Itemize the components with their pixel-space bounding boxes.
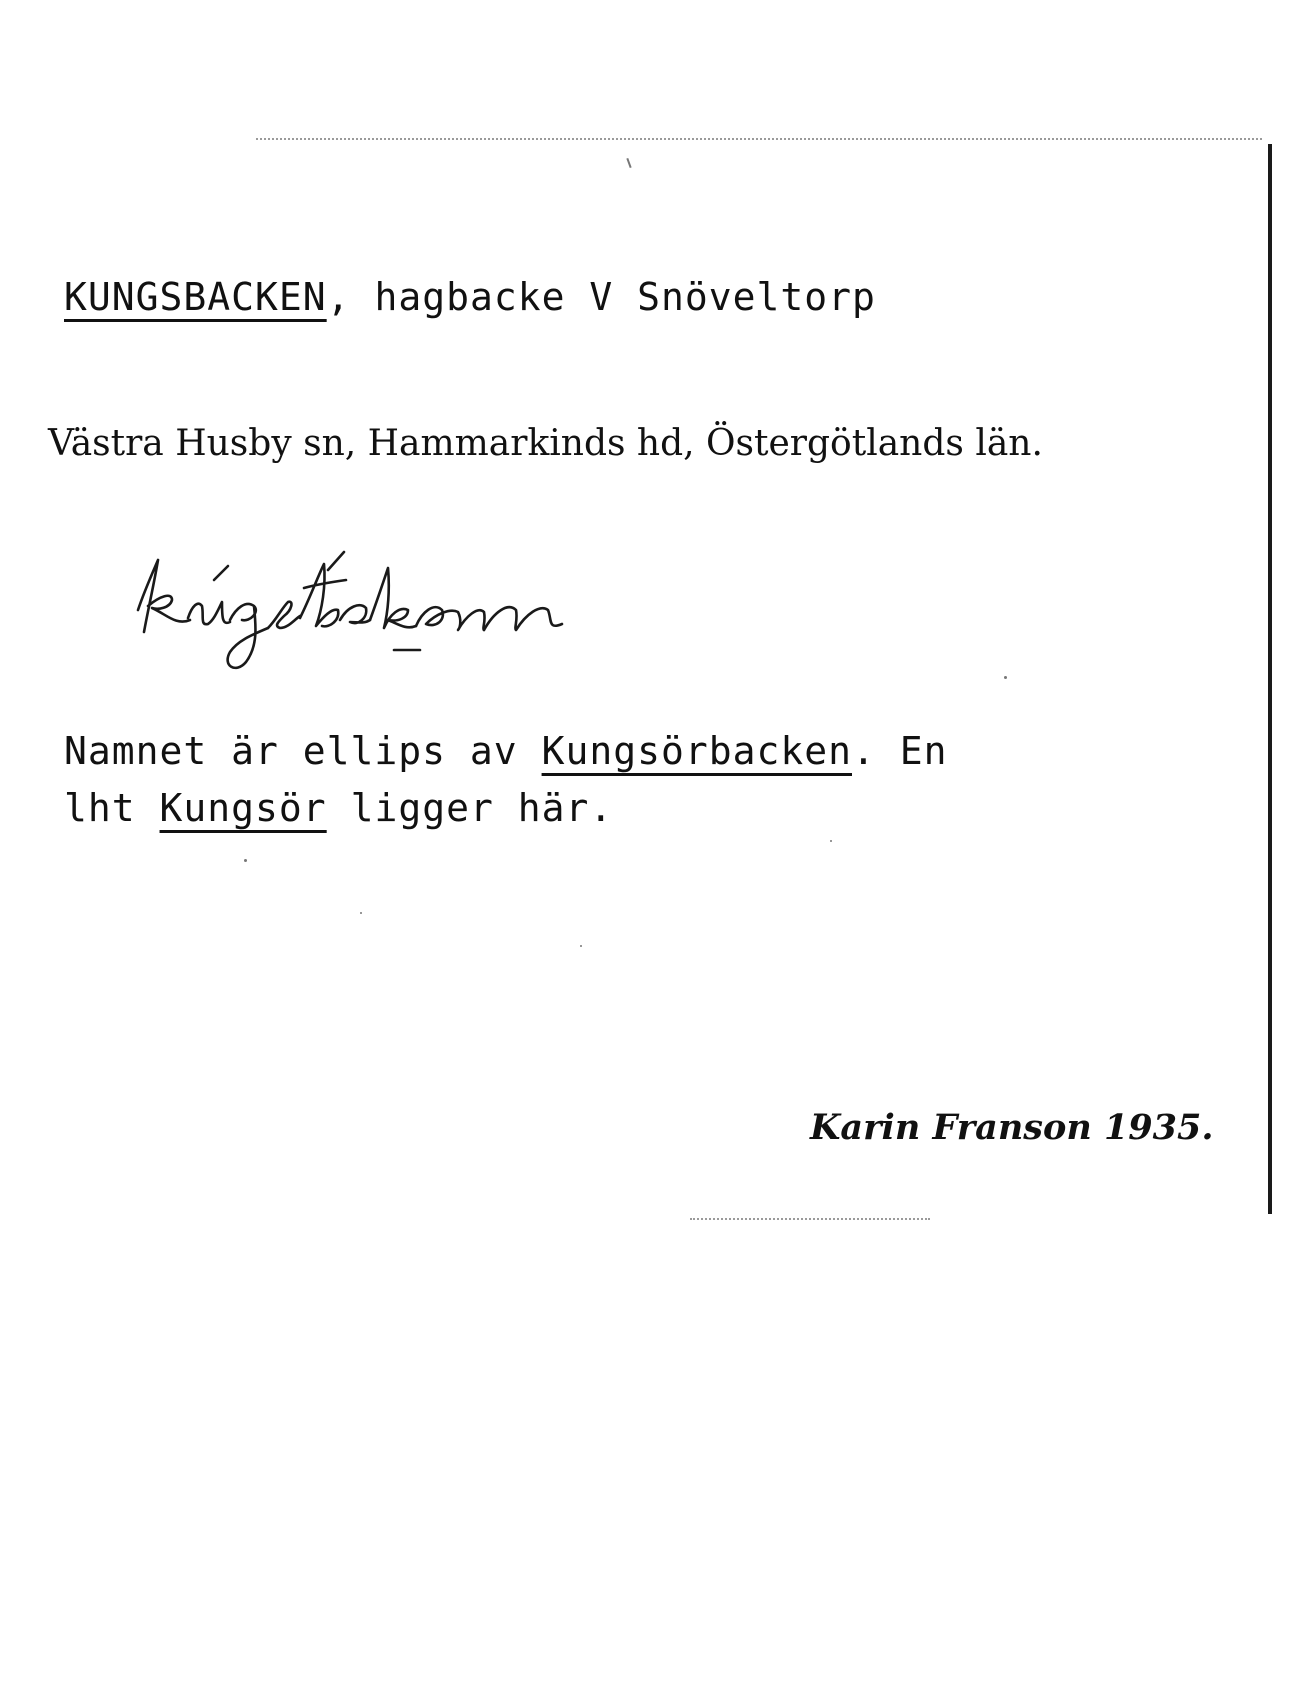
scan-speck bbox=[830, 840, 832, 842]
note-name-kungsorbacken: Kungsörbacken bbox=[541, 729, 852, 773]
heading-separator: , bbox=[326, 275, 351, 319]
card-bottom-edge bbox=[690, 1218, 930, 1220]
signature: Karin Franson 1935. bbox=[810, 1107, 1214, 1148]
entry-name: KUNGSBACKEN bbox=[64, 275, 327, 319]
card-right-edge bbox=[1268, 144, 1272, 1214]
note-line-1 bbox=[64, 729, 948, 773]
handwritten-pronunciation bbox=[118, 540, 598, 690]
note-line-2-suffix: ligger här. bbox=[350, 786, 614, 830]
scan-speck bbox=[244, 859, 247, 862]
scan-speck bbox=[580, 945, 582, 947]
note-line-1-prefix: Namnet är ellips av bbox=[64, 729, 518, 773]
scan-speck bbox=[360, 912, 362, 914]
entry-description: hagbacke V Snöveltorp bbox=[374, 275, 876, 319]
note-line-1-suffix: . En bbox=[852, 729, 948, 773]
parish-location: Västra Husby sn, Hammarkinds hd, Östergötlands län. bbox=[48, 423, 1043, 464]
note-line-2-prefix: lht bbox=[64, 786, 136, 830]
note-line-2 bbox=[64, 786, 613, 830]
entry-heading bbox=[64, 275, 876, 319]
card-top-edge bbox=[256, 138, 1262, 140]
scan-speck bbox=[626, 158, 631, 168]
note-name-kungsor: Kungsör bbox=[159, 786, 327, 830]
scan-speck bbox=[1004, 676, 1007, 679]
